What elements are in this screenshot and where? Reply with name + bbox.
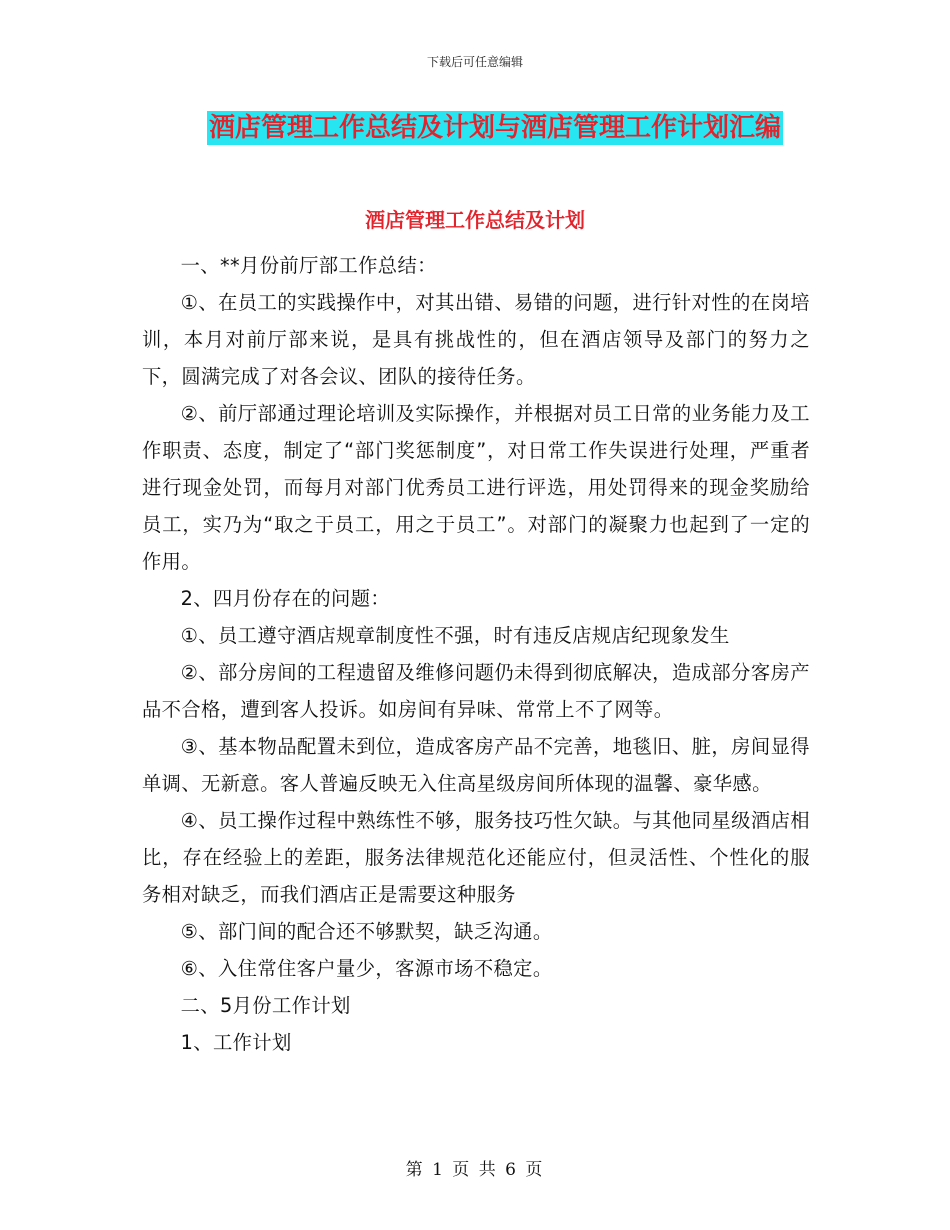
paragraph: ⑤、部门间的配合还不够默契，缺乏沟通。	[180, 920, 553, 943]
footer-label-gong: 共	[478, 1160, 498, 1180]
paragraph: ③、基本物品配置未到位，造成客房产品不完善，地毯旧、脏，房间显得单调、无新意。客人普遍反映无入住高星级房间所体现的温馨、豪华感。	[142, 735, 810, 795]
paragraph: 1、工作计划	[180, 1031, 292, 1054]
main-title: 酒店管理工作总结及计划与酒店管理工作计划汇编	[208, 113, 781, 143]
page-number: 1	[432, 1160, 445, 1180]
paragraph: ①、员工遵守酒店规章制度性不强，时有违反店规店纪现象发生	[180, 624, 730, 647]
footer-label-ye: 页	[452, 1160, 472, 1180]
paragraph: ⑥、入住常住客户量少，客源市场不稳定。	[180, 957, 553, 980]
paragraph: ④、员工操作过程中熟练性不够，服务技巧性欠缺。与其他同星级酒店相比，存在经验上的差距，服务法律规范化还能应付，但灵活性、个性化的服务相对缺乏，而我们酒店正是需要这种服务	[142, 809, 810, 906]
page-footer	[0, 1155, 950, 1180]
sub-title: 酒店管理工作总结及计划	[365, 208, 585, 232]
paragraph: 2、四月份存在的问题：	[180, 587, 391, 610]
footer-label-ye2: 页	[525, 1160, 545, 1180]
paragraph: 二、5月份工作计划	[180, 994, 351, 1017]
footer-label-di: 第	[405, 1160, 425, 1180]
header-note: 下载后可任意编辑	[426, 55, 523, 69]
body-text	[142, 247, 810, 1061]
paragraph: ②、部分房间的工程遗留及维修问题仍未得到彻底解决，造成部分客房产品不合格，遭到客人投诉。如房间有异味、常常上不了网等。	[142, 661, 810, 721]
paragraph: ②、前厅部通过理论培训及实际操作，并根据对员工日常的业务能力及工作职责、态度，制定了“部门奖惩制度”，对日常工作失误进行处理，严重者进行现金处罚，而每月对部门优秀员工进行评选，用处罚得来的现金奖励给员工，实乃为“取之于员工，用之于员工”。对部门的凝聚力也起到了一定的作用。	[142, 402, 810, 573]
paragraph: 一、**月份前厅部工作总结：	[180, 254, 437, 277]
paragraph: ①、在员工的实践操作中，对其出错、易错的问题，进行针对性的在岗培训，本月对前厅部来说，是具有挑战性的，但在酒店领导及部门的努力之下，圆满完成了对各会议、团队的接待任务。	[142, 291, 810, 388]
main-title-wrap	[0, 111, 950, 145]
page-total: 6	[505, 1160, 518, 1180]
